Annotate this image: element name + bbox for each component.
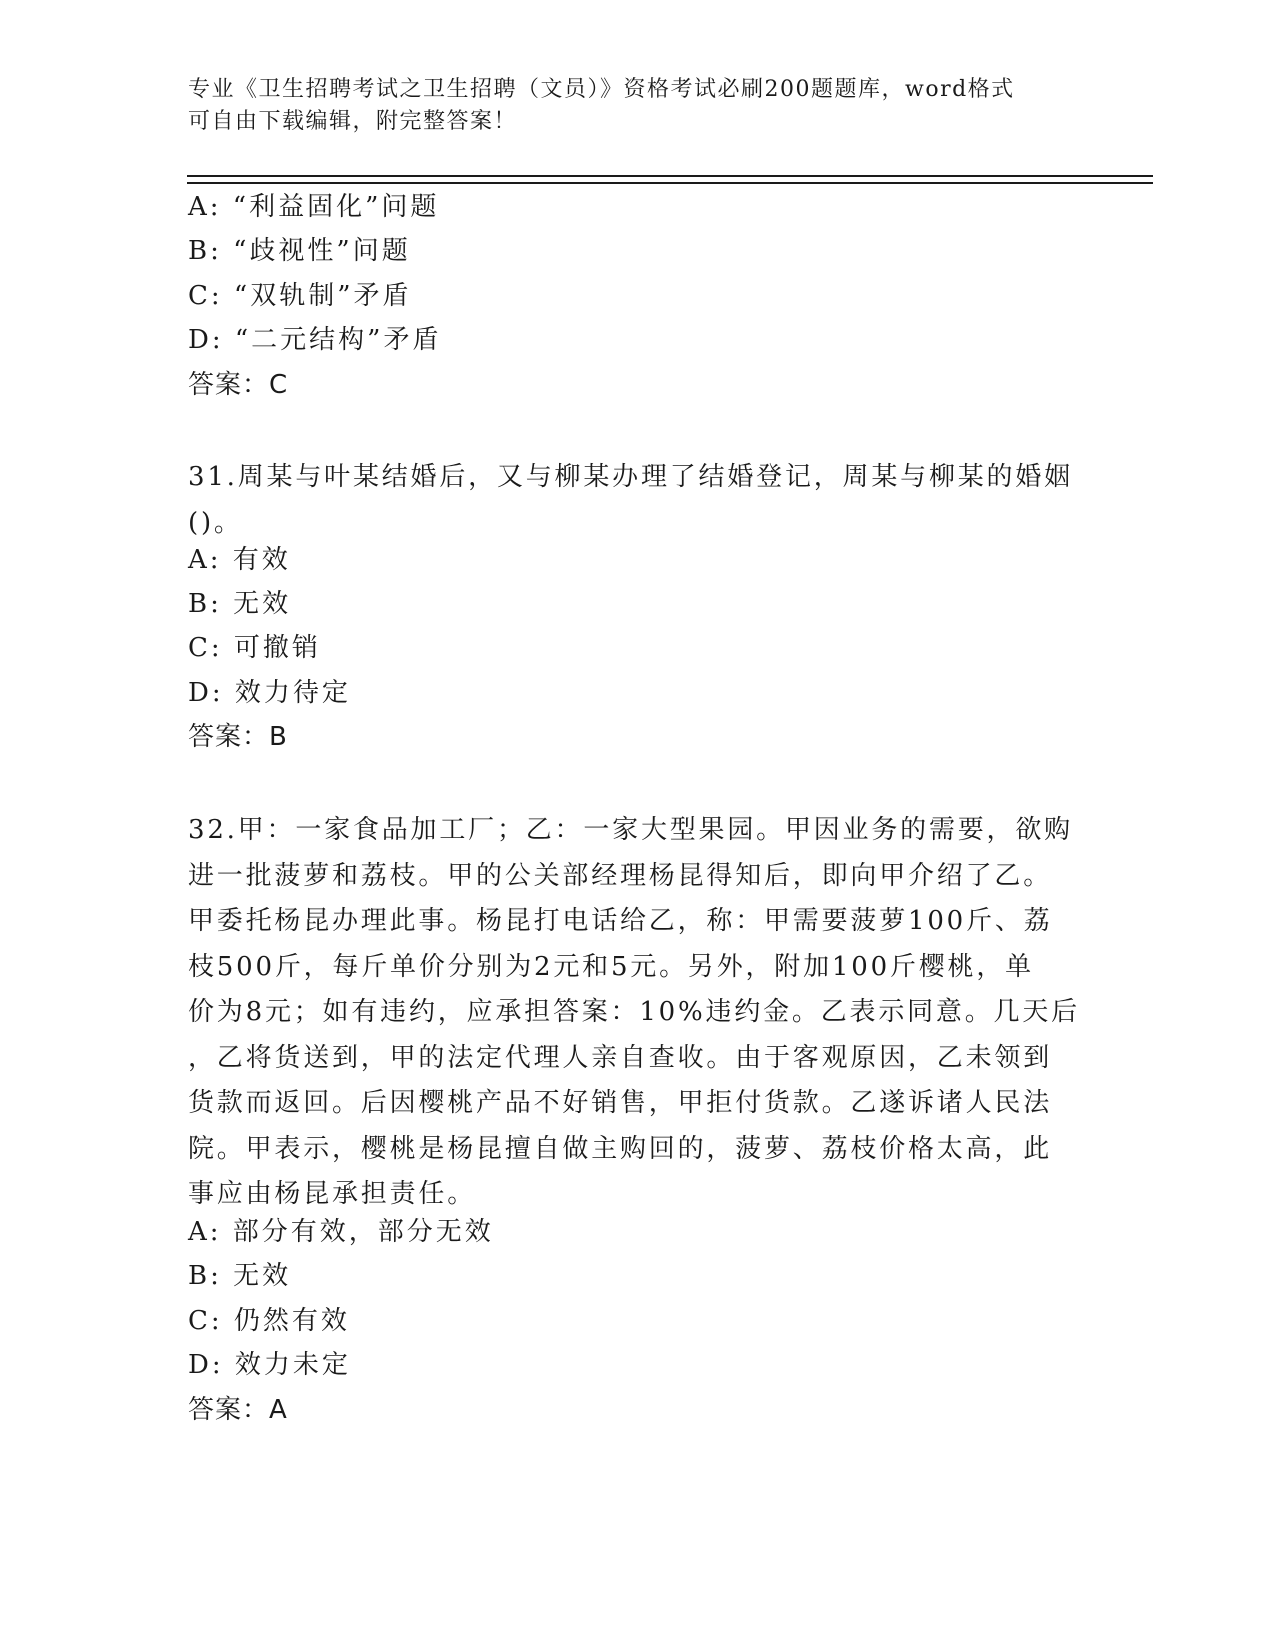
- q32-answer: 答案：A: [188, 1395, 288, 1425]
- header-rule-top: [187, 175, 1153, 177]
- q32-stem-line-1: 32.甲：一家食品加工厂；乙：一家大型果园。甲因业务的需要，欲购: [188, 815, 1073, 845]
- header-line-2: 可自由下载编辑，附完整答案！: [188, 109, 518, 134]
- q31-answer: 答案：B: [188, 722, 288, 752]
- q31-option-a: A: 有效: [188, 545, 291, 575]
- document-header: [188, 74, 1068, 138]
- q31-stem-line-1: 31.周某与叶某结婚后，又与柳某办理了结婚登记，周某与柳某的婚姻: [188, 462, 1073, 492]
- q32-stem-line-4: 枝500斤，每斤单价分别为2元和5元。另外，附加100斤樱桃，单: [188, 951, 1034, 982]
- q32-stem-line-8: 院。甲表示，樱桃是杨昆擅自做主购回的，菠萝、荔枝价格太高，此: [188, 1133, 1053, 1164]
- header-line-1: 专业《卫生招聘考试之卫生招聘（文员）》资格考试必刷200题题库，word格式: [188, 77, 1015, 102]
- q30-option-c: C: “双轨制”矛盾: [188, 281, 412, 311]
- q30-option-a: A: “利益固化”问题: [188, 192, 440, 222]
- q32-option-d: D: 效力未定: [188, 1350, 351, 1380]
- q32-stem-line-9: 事应由杨昆承担责任。: [188, 1179, 477, 1209]
- q31-option-d: D: 效力待定: [188, 678, 351, 708]
- q32-stem-line-6: ，乙将货送到，甲的法定代理人亲自查收。由于客观原因，乙未领到: [188, 1042, 1053, 1073]
- q31-stem-line-2: ()。: [188, 507, 243, 538]
- q32-option-b: B: 无效: [188, 1261, 292, 1291]
- q32-option-c: C: 仍然有效: [188, 1306, 350, 1336]
- q31-option-b: B: 无效: [188, 589, 292, 619]
- header-rule-bottom: [187, 182, 1153, 184]
- q30-option-b: B: “歧视性”问题: [188, 236, 411, 266]
- q32-option-a: A: 部分有效，部分无效: [188, 1217, 494, 1247]
- q31-stem: [188, 455, 1073, 546]
- q32-stem-line-3: 甲委托杨昆办理此事。杨昆打电话给乙，称：甲需要菠萝100斤、荔: [188, 906, 1053, 936]
- q30-option-d: D: “二元结构”矛盾: [188, 325, 442, 355]
- q32-stem: [188, 808, 1080, 1218]
- q32-stem-line-2: 进一批菠萝和荔枝。甲的公关部经理杨昆得知后，即向甲介绍了乙。: [188, 860, 1053, 891]
- q32-stem-line-7: 货款而返回。后因樱桃产品不好销售，甲拒付货款。乙遂诉诸人民法: [188, 1088, 1053, 1118]
- q30-answer: 答案：C: [188, 370, 289, 400]
- q31-option-c: C: 可撤销: [188, 633, 321, 663]
- q32-stem-line-5: 价为8元；如有违约，应承担答案：10%违约金。乙表示同意。几天后: [188, 997, 1080, 1027]
